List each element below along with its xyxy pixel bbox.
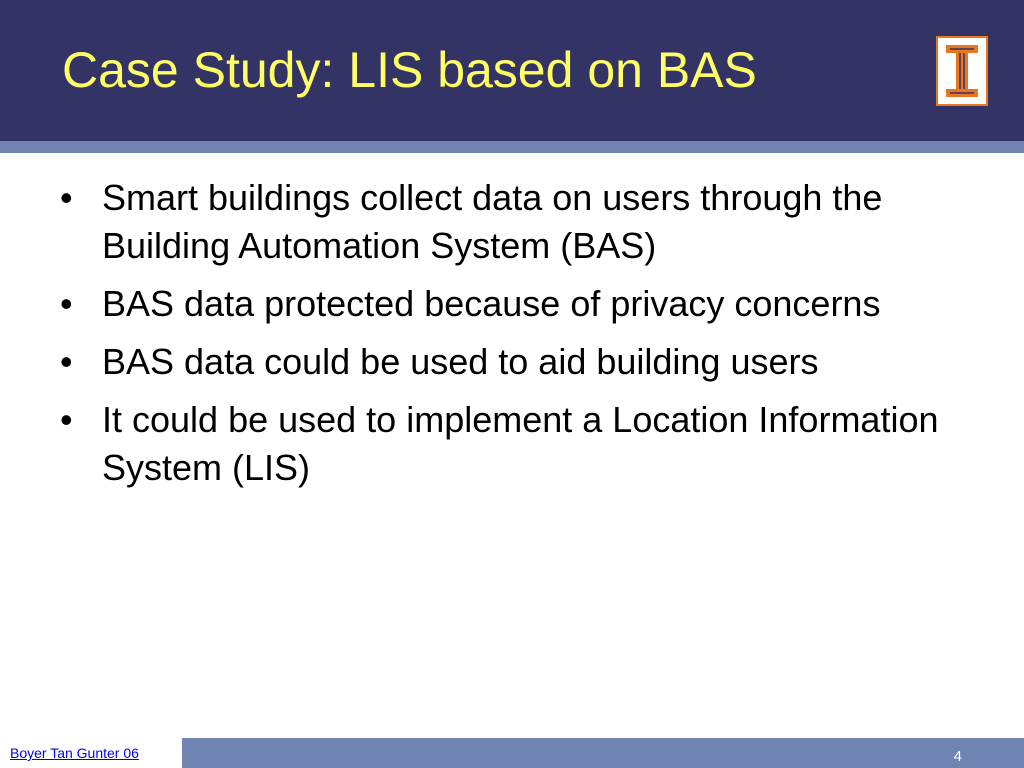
bullet-text-2: BAS data protected because of privacy concerns [102, 283, 881, 324]
bullet-item-2 [60, 280, 980, 328]
slide-title: Case Study: LIS based on BAS [62, 42, 757, 98]
bullet-item-3 [60, 338, 980, 386]
bullet-marker: • [60, 399, 73, 440]
university-block-i-logo-icon [936, 36, 988, 106]
bullet-marker: • [60, 177, 73, 218]
footer-bar [182, 738, 1024, 768]
bullet-item-1 [60, 174, 980, 270]
bullet-text-4: It could be used to implement a Location Information System (LIS) [102, 399, 939, 488]
header-stripe [0, 141, 1024, 153]
bullet-list [60, 174, 980, 502]
bullet-marker: • [60, 283, 73, 324]
footer-credit-link[interactable]: Boyer Tan Gunter 06 [10, 745, 139, 761]
page-number: 4 [953, 748, 962, 765]
bullet-item-4 [60, 396, 980, 492]
bullet-text-3: BAS data could be used to aid building users [102, 341, 819, 382]
bullet-text-1: Smart buildings collect data on users through the Building Automation System (BAS) [102, 177, 883, 266]
bullet-marker: • [60, 341, 73, 382]
